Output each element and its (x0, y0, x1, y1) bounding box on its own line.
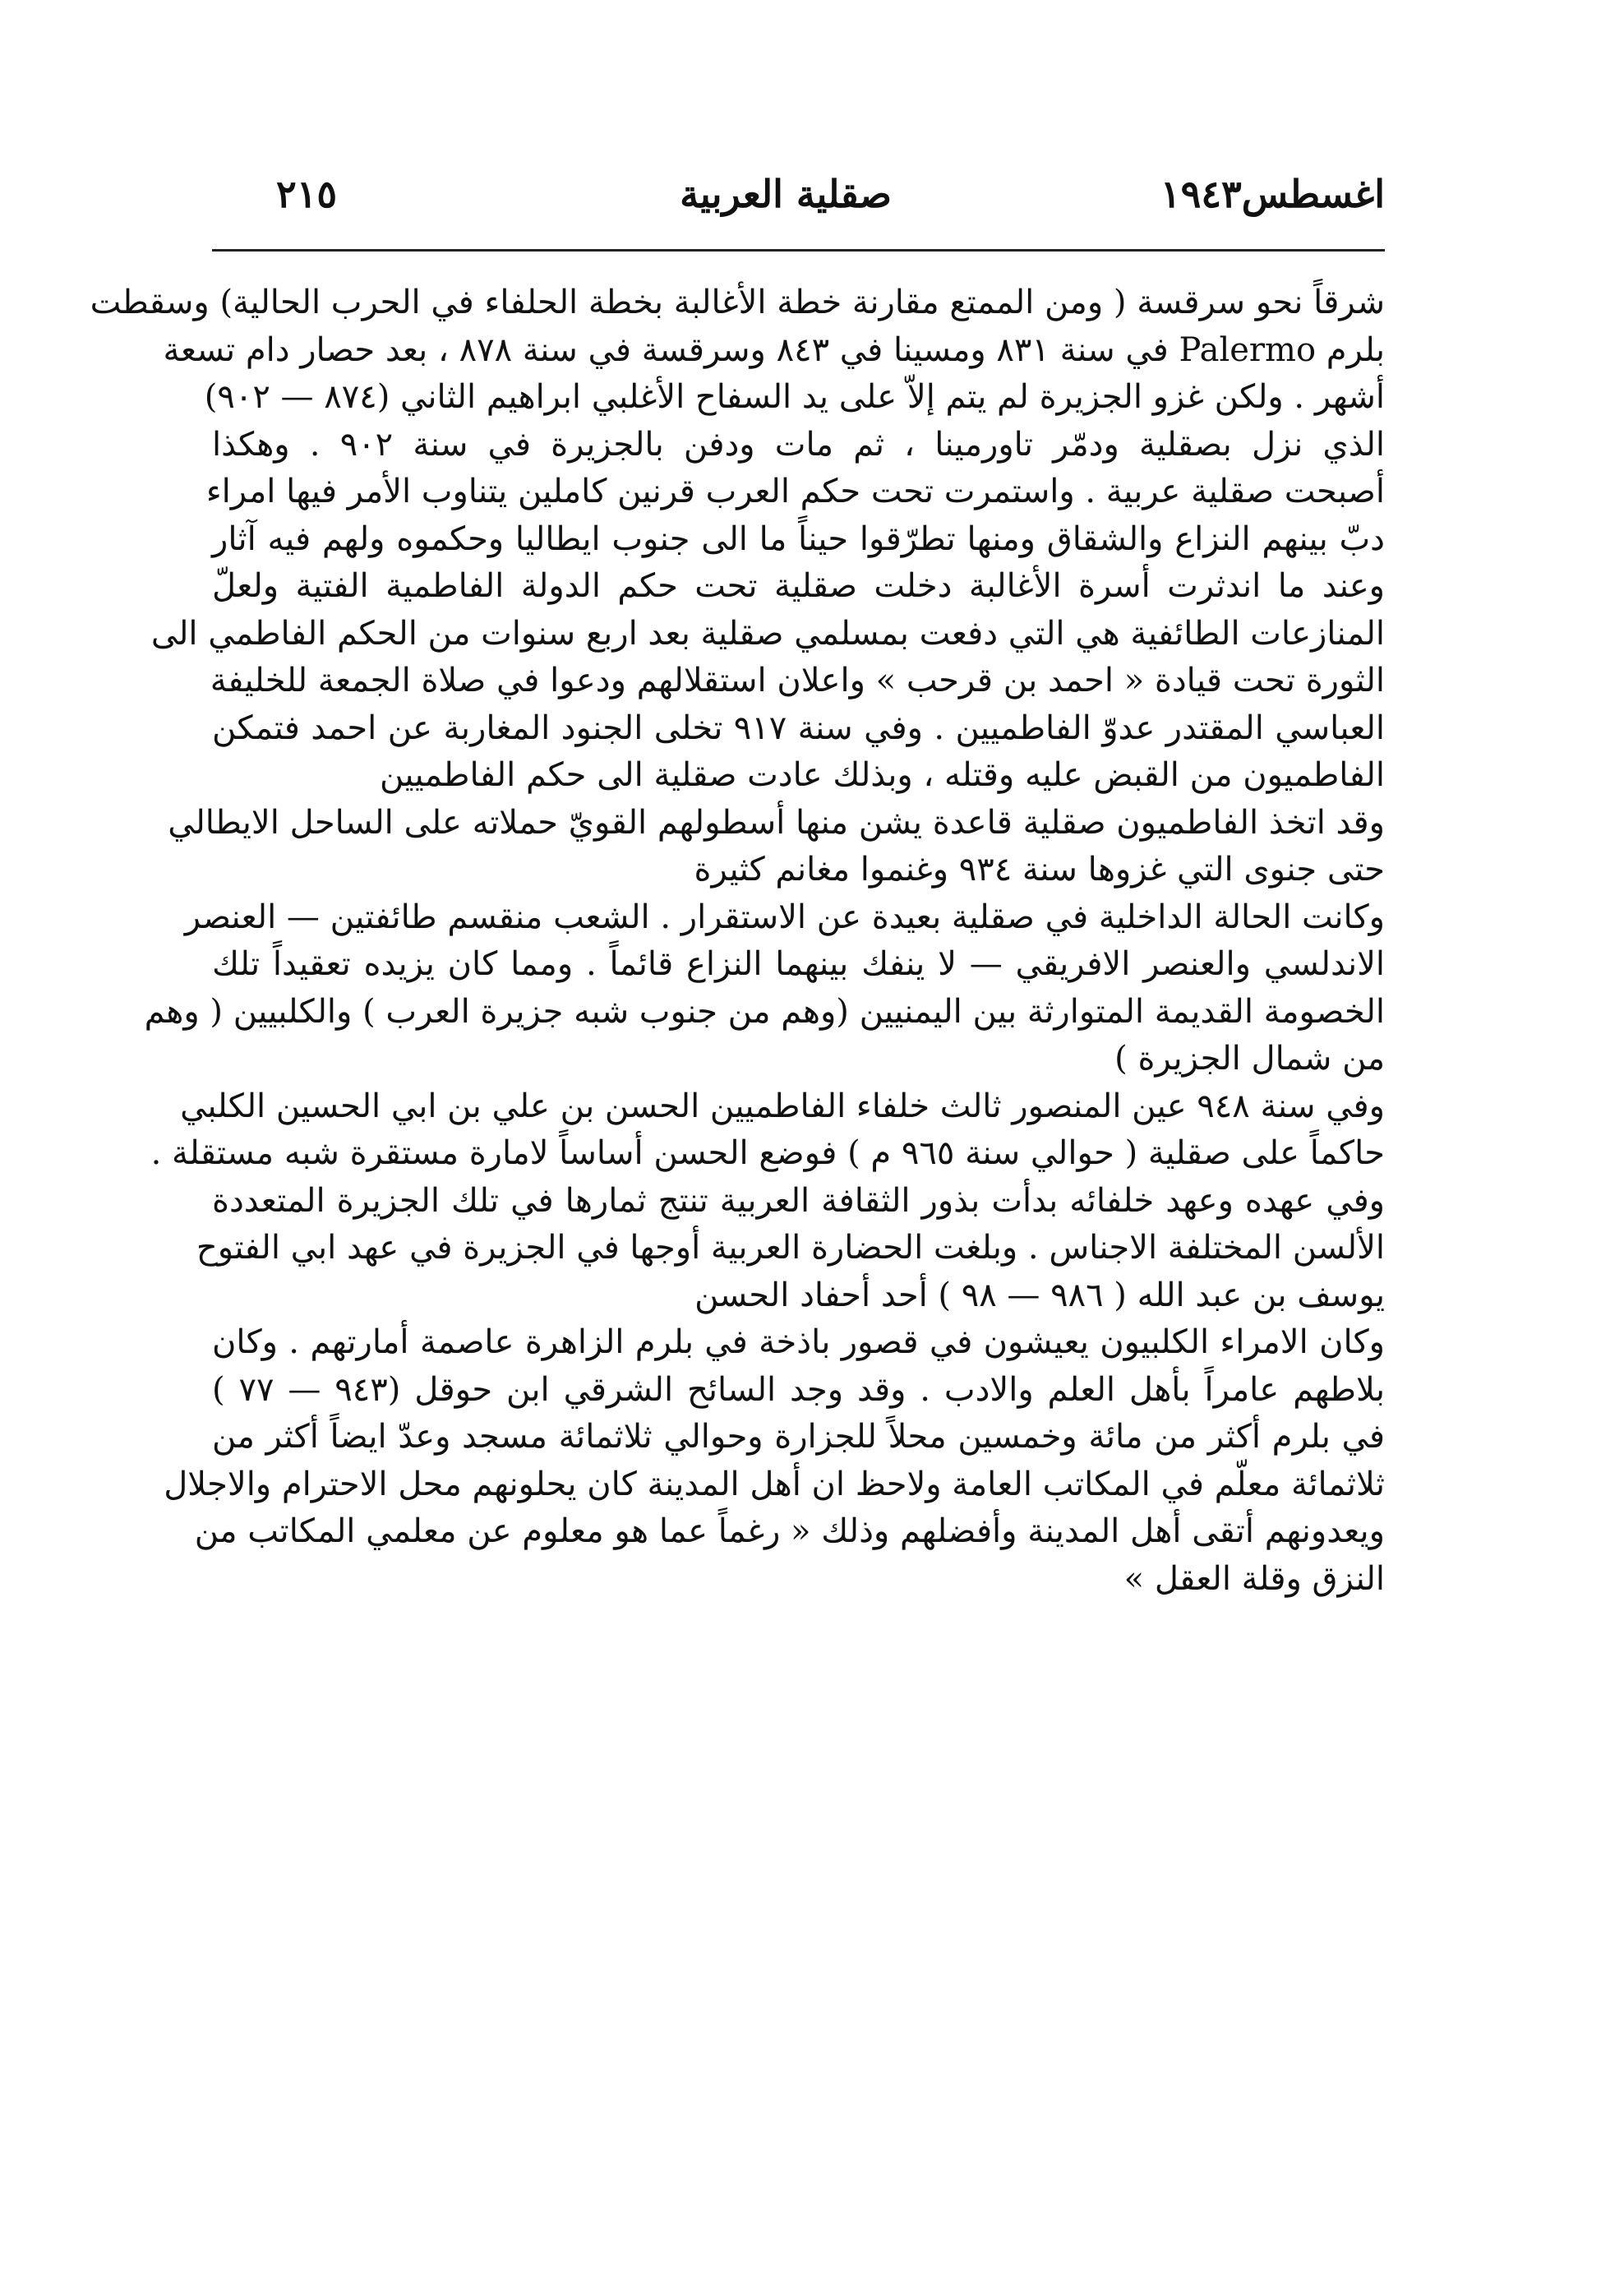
text-line: وفي سنة ٩٤٨ عين المنصور ثالث خلفاء الفاطميين الحسن بن علي بن ابي الحسين الكلبي (180, 1087, 1385, 1125)
header-title: صقلية العربية (680, 172, 892, 216)
text-line: النزق وقلة العقل » (1123, 1559, 1385, 1598)
paragraph-6 (164, 1319, 1385, 1603)
text-line: حتى جنوى التي غزوها سنة ٩٣٤ وغنموا مغانم كثيرة (694, 851, 1385, 889)
text-line: وفي عهده وعهد خلفائه بدأت بذور الثقافة العربية تنتج ثمارها في تلك الجزيرة المتعددة (212, 1181, 1385, 1220)
text-line: وكان الامراء الكلبيون يعيشون في قصور باذخة في بلرم الزاهرة عاصمة أمارتهم . وكان (212, 1323, 1385, 1361)
header-date: اغسطس١٩٤٣ (1160, 172, 1385, 216)
text-line: شرقاً نحو سرقسة ( ومن الممتع مقارنة خطة الأغالبة بخطة الحلفاء في الحرب الحالية) وسقطت (90, 284, 1385, 321)
page-number: ٢١٥ (276, 172, 338, 216)
paragraph-4 (144, 894, 1386, 1083)
text-line: دبّ بينهم النزاع والشقاق ومنها تطرّقوا حيناً ما الى جنوب ايطاليا وحكموه ولهم فيه آثار (212, 519, 1385, 558)
text-line: المنازعات الطائفية هي التي دفعت بمسلمي صقلية بعد اربع سنوات من الحكم الفاطمي الى (150, 614, 1385, 653)
text-line: حاكماً على صقلية ( حوالي سنة ٩٦٥ م ) فوضع الحسن أساساً لامارة مستقرة شبه مستقلة . (150, 1134, 1385, 1172)
text-line: العباسي المقتدر عدوّ الفاطميين . وفي سنة ٩١٧ تخلى الجنود المغاربة عن احمد فتمكن (212, 709, 1386, 747)
text-line: بلرم Palermo في سنة ٨٣١ ومسينا في ٨٤٣ وسرقسة في سنة ٨٧٨ ، بعد حصار دام تسعة (163, 330, 1385, 369)
text-line: الاندلسي والعنصر الافريقي — لا ينفك بينهما النزاع قائماً . ومما كان يزيده تعقيداً تلك (212, 945, 1386, 983)
text-line: يوسف بن عبد الله ( ٩٨٦ — ٩٨ ) أحد أحفاد الحسن (694, 1276, 1385, 1314)
text-line: الثورة تحت قيادة « احمد بن قرحب » واعلان استقلالهم ودعوا في صلاة الجمعة للخليفة (210, 662, 1385, 699)
text-line: وقد اتخذ الفاطميون صقلية قاعدة يشن منها أسطولهم القويّ حملاته على الساحل الايطالي (168, 803, 1385, 842)
text-line: ثلاثمائة معلّم في المكاتب العامة ولاحظ ان أهل المدينة كان يحلونهم محل الاحترام والاجلال (164, 1465, 1385, 1503)
paragraph-3 (168, 800, 1385, 894)
text-line: أشهر . ولكن غزو الجزيرة لم يتم إلاّ على يد السفاح الأغلبي ابراهيم الثاني (٨٧٤ — ٩٠٢) (204, 378, 1385, 416)
text-line: ويعدونهم أتقى أهل المدينة وأفضلهم وذلك « رغماً عما هو معلوم عن معلمي المكاتب من (194, 1512, 1385, 1550)
text-line: الخصومة القديمة المتوارثة بين اليمنيين (وهم من جنوب شبه جزيرة العرب ) والكلبيين ( وهم (144, 992, 1385, 1031)
body-text (90, 279, 1386, 1603)
text-line: في بلرم أكثر من مائة وخمسين محلاً للجزارة وحوالي ثلاثمائة مسجد وعدّ ايضاً أكثر من (212, 1418, 1385, 1456)
text-line: أصبحت صقلية عربية . واستمرت تحت حكم العرب قرنين كاملين يتناوب الأمر فيها امراء (205, 473, 1385, 510)
text-line: بلاطهم عامراً بأهل العلم والادب . وقد وجد السائح الشرقي ابن حوقل (٩٤٣ — ٧٧ ) (212, 1370, 1385, 1409)
header-rule (212, 249, 1385, 252)
text-line: وكانت الحالة الداخلية في صقلية بعيدة عن الاستقرار . الشعب منقسم طائفتين — العنصر (184, 898, 1385, 936)
text-line: من شمال الجزيرة ) (1114, 1040, 1385, 1078)
text-line: الذي نزل بصقلية ودمّر تاورمينا ، ثم مات ودفن بالجزيرة في سنة ٩٠٢ . وهكذا (212, 425, 1385, 464)
paragraph-1 (90, 279, 1385, 563)
running-header (247, 161, 1385, 227)
text-line: الفاطميون من القبض عليه وقتله ، وبذلك عادت صقلية الى حكم الفاطميين (379, 756, 1385, 794)
text-line: وعند ما اندثرت أسرة الأغالبة دخلت صقلية تحت حكم الدولة الفاطمية الفتية ولعلّ (212, 567, 1385, 605)
paragraph-5 (150, 1083, 1385, 1320)
text-line: الألسن المختلفة الاجناس . وبلغت الحضارة العربية أوجها في الجزيرة في عهد ابي الفتوح (196, 1229, 1385, 1267)
paragraph-2 (150, 563, 1386, 800)
